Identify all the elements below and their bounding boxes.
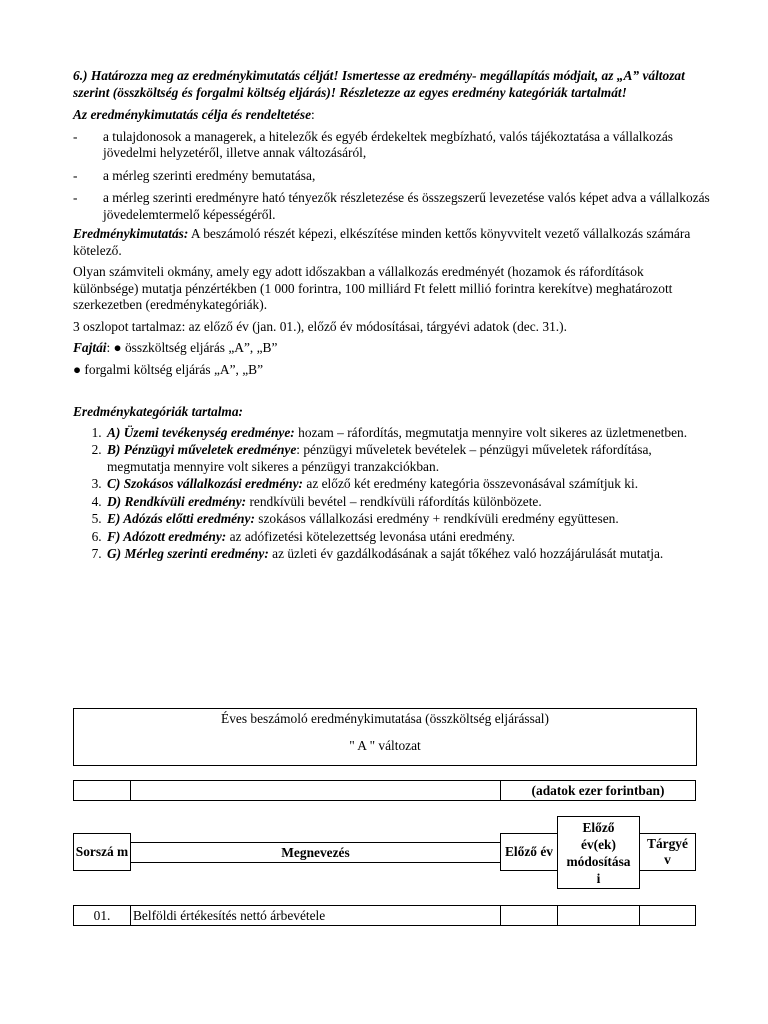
paragraph-2: Olyan számviteli okmány, amely egy adott időszakban a vállalkozás eredményét (hozamok és ráfordítások különbsége) mutatja pénzértékben (1 000 forintra, 100 milliárd Ft felett millió forintra kerekítve) meghatározott szerkezetben (eredménykategóriák).	[73, 264, 673, 312]
list-item	[105, 425, 695, 442]
header-targyev: Tárgyé v	[639, 833, 696, 871]
unit-row-cell-2	[130, 780, 501, 801]
category-term: G) Mérleg szerinti eredmény:	[107, 546, 269, 561]
purpose-heading	[73, 107, 695, 124]
row-prev-value	[500, 905, 558, 926]
paragraph-3: 3 oszlopot tartalmaz: az előző év (jan. 01.), előző év módosításai, tárgyévi adatok (dec. 31.).	[73, 318, 567, 334]
header-sorszam: Sorszá m	[73, 833, 131, 871]
types-line-1	[73, 340, 695, 357]
types-line-1-text: : ● összköltség eljárás „A”, „B”	[106, 340, 278, 355]
row-curr-value	[639, 905, 696, 926]
category-text: az előző két eredmény kategória összevonásával számítjuk ki.	[303, 476, 639, 491]
header-modositasai: Előző év(ek) módosítása i	[557, 816, 640, 889]
question-text: 6.) Határozza meg az eredménykimutatás célját! Ismertesse az eredmény- megállapítás módjait, az „A” változat szerint (összköltség és forgalmi költség eljárás)! Részletezze az egyes eredmény kategóriák tartalmát!	[73, 68, 685, 100]
categories-list	[73, 425, 695, 563]
definition-paragraph	[73, 226, 695, 259]
list-item	[105, 529, 695, 546]
definition-term: Eredménykimutatás:	[73, 226, 189, 241]
list-item	[105, 546, 695, 563]
bullet-dash: -	[73, 190, 78, 205]
types-label: Fajtái	[73, 340, 107, 355]
unit-row-cell-1	[73, 780, 131, 801]
categories-heading: Eredménykategóriák tartalma:	[73, 404, 243, 419]
table-title-box	[73, 708, 697, 766]
list-item	[105, 442, 695, 475]
purpose-heading-text: Az eredménykimutatás célja és rendeltetése	[73, 107, 312, 122]
bullet-text: a mérleg szerinti eredmény bemutatása,	[103, 167, 316, 183]
category-term: A) Üzemi tevékenység eredménye:	[107, 424, 295, 440]
header-elozo-ev: Előző év	[500, 833, 558, 871]
bullet-dash: -	[73, 167, 78, 183]
bullet-item	[73, 190, 710, 223]
category-term: F) Adózott eredmény:	[107, 528, 227, 544]
category-text: hozam – ráfordítás, megmutatja mennyire volt sikeres az üzletmenetben.	[294, 424, 688, 440]
category-text: rendkívüli bevétel – rendkívüli ráfordítás különbözete.	[246, 493, 542, 509]
header-megnevezes: Megnevezés	[130, 842, 501, 863]
table-variant: " A " változat	[349, 738, 421, 753]
bullet-text: a mérleg szerinti eredményre ható tényezők részletezése és összegszerű levezetése valós képet adva a vállalkozás jövedelemtermelő képességéről.	[103, 190, 710, 222]
document-body	[73, 68, 710, 564]
category-text: az üzleti év gazdálkodásának a saját tőkéhez való hozzájárulását mutatja.	[268, 546, 664, 561]
table-title: Éves beszámoló eredménykimutatása (összköltség eljárással)	[221, 711, 549, 726]
category-term: E) Adózás előtti eredmény:	[107, 511, 255, 526]
purpose-heading-colon: :	[311, 107, 315, 122]
definition-text: A beszámoló részét képezi, elkészítése minden kettős könyvvitelt vezető vállalkozás számára kötelező.	[73, 226, 691, 258]
category-text: szokásos vállalkozási eredmény + rendkívüli eredmény együttesen.	[254, 511, 619, 526]
category-term: B) Pénzügyi műveletek eredménye	[107, 442, 297, 457]
row-mod-value	[557, 905, 640, 926]
category-text: : pénzügyi műveletek bevételek – pénzügyi műveletek ráfordítása, megmutatja mennyire volt sikeres a pénzügyi tranzakciókban.	[107, 442, 652, 474]
unit-note: (adatok ezer forintban)	[500, 780, 696, 801]
bullet-text: a tulajdonosok a managerek, a hitelezők és egyéb érdekeltek megbízható, valós tájékoztatása a vállalkozás jövedelmi helyzetéről, illetve annak változásáról,	[103, 128, 673, 160]
list-item	[105, 476, 695, 493]
bullet-item	[73, 168, 695, 185]
row-number: 01.	[73, 905, 131, 926]
list-item	[105, 511, 695, 528]
list-item	[105, 494, 695, 511]
types-line-2: ● forgalmi költség eljárás „A”, „B”	[73, 361, 264, 377]
category-term: D) Rendkívüli eredmény:	[107, 493, 247, 509]
category-text: az adófizetési kötelezettség levonása utáni eredmény.	[226, 528, 516, 544]
row-name: Belföldi értékesítés nettó árbevétele	[130, 905, 501, 926]
bullet-dash: -	[73, 128, 78, 144]
bullet-item	[73, 129, 695, 162]
category-term: C) Szokásos vállalkozási eredmény:	[107, 476, 304, 491]
